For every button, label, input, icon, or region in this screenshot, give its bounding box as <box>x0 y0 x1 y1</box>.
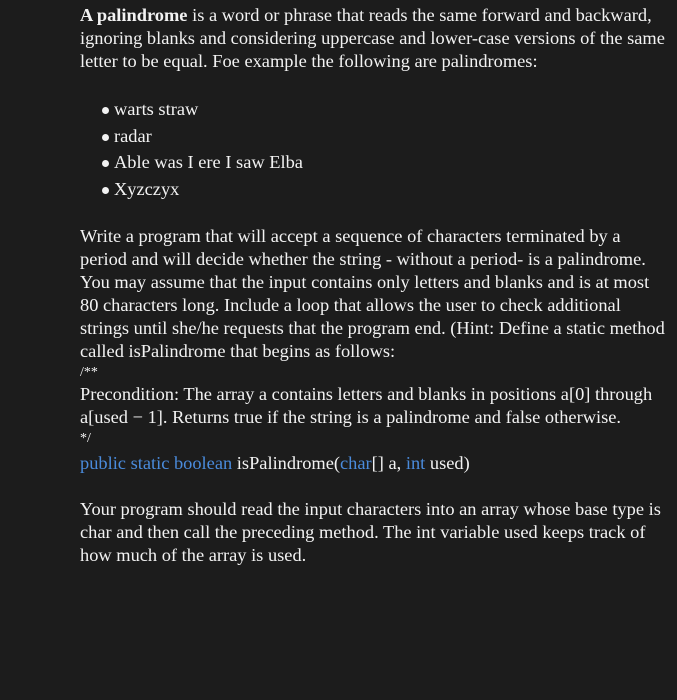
signature-param-type: char <box>339 453 372 474</box>
list-item: warts straw <box>80 96 670 123</box>
precondition-text: Precondition: The array a contains letters and blanks in positions a[0] through a[used − 1]. Returns true if the string is a palindrome and false otherwise. <box>80 384 653 428</box>
list-item: Xyzczyx <box>80 176 670 203</box>
signature-end: used) <box>425 453 470 474</box>
bullet-icon <box>102 160 109 167</box>
comment-open: /** <box>80 365 98 381</box>
signature-modifiers: public static boolean <box>80 453 233 474</box>
example-list <box>80 96 670 202</box>
bullet-icon <box>102 107 109 114</box>
intro-paragraph <box>80 4 670 73</box>
list-item: radar <box>80 123 670 150</box>
signature-int-keyword: int <box>405 453 426 474</box>
signature-brackets: [] a, <box>371 453 406 474</box>
problem-text <box>80 4 670 567</box>
comment-close: */ <box>80 431 91 447</box>
intro-text: is a word or phrase that reads the same forward and backward, ignoring blanks and considering uppercase and lower-case versions of the same letter to be equal. Foe example the following are palindromes: <box>80 5 665 71</box>
list-item: Able was I ere I saw Elba <box>80 149 670 176</box>
task-paragraph: Write a program that will accept a sequence of characters terminated by a period and will decide whether the string - without a period- is a palindrome. You may assume that the input contains only letters and blanks and is at most 80 characters long. Include a loop that allows the user to check additional strings until she/he requests that the program end. (Hint: Define a static method called isPalindrome that begins as follows: <box>80 226 665 362</box>
bullet-icon <box>102 134 109 141</box>
bullet-icon <box>102 187 109 194</box>
closing-paragraph: Your program should read the input characters into an array whose base type is char and then call the preceding method. The int variable used keeps track of how much of the array is used. <box>80 499 661 566</box>
signature-name: isPalindrome( <box>232 453 340 474</box>
method-signature <box>80 452 670 475</box>
palindrome-term: A palindrome <box>80 5 188 25</box>
